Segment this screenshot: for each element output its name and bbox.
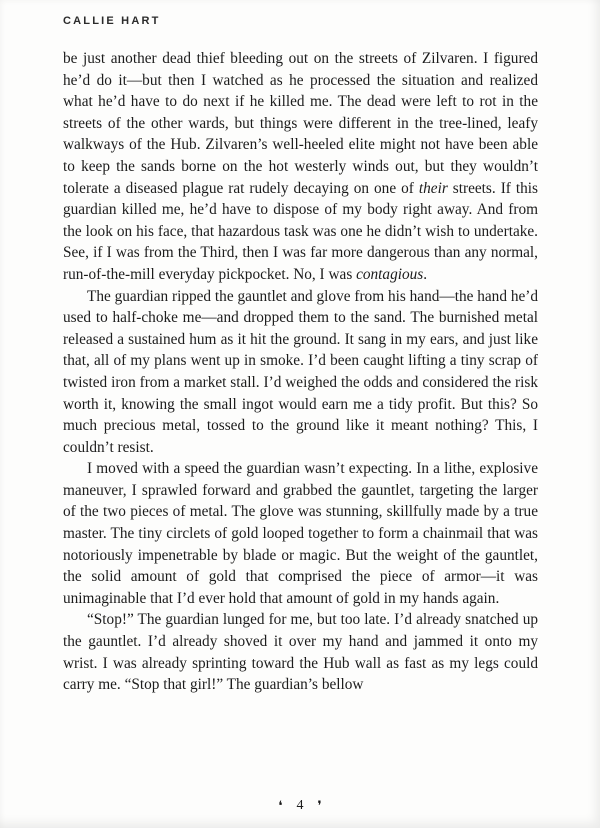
page-body xyxy=(63,48,538,696)
page-number: 4 xyxy=(296,798,304,813)
paragraph: “Stop!” The guardian lunged for me, but too late. I’d already snatched up the gauntlet. I’d already shoved it over my hand and jammed it onto my wrist. I was already sprinting toward the Hub wall as fast as my legs could carry me. “Stop that girl!” The guardian’s bellow xyxy=(63,611,538,694)
footer-ornament-left-icon: ❛ xyxy=(278,799,283,814)
paragraph: be just another dead thief bleeding out on the streets of Zilvaren. I figured he’d do it—but then I watched as he processed the situation and realized what he’d have to do next if he killed me. The dead were left to rot in the streets of the other wards, but things were different in the tree-lined, leafy walkways of the Hub. Zilvaren’s well-heeled elite might not have been able to keep the sands borne on the hot westerly winds out, but they wouldn’t tolerate a diseased plague rat rudely decaying on one of their streets. If this guardian killed me, he’d have to dispose of my body right away. And from the look on his face, that hazardous task was one he didn’t wish to undertake. See, if I was from the Third, then I was far more dangerous than any normal, run-of-the-mill everyday pickpocket. No, I was contagious. xyxy=(63,50,538,283)
author-running-header: CALLIE HART xyxy=(63,15,161,27)
footer-ornament-right-icon: ❜ xyxy=(317,799,322,814)
paragraph: The guardian ripped the gauntlet and glove from his hand—the hand he’d used to half-choke me—and dropped them to the sand. The burnished metal released a sustained hum as it hit the ground. It sang in my ears, and just like that, all of my plans went up in smoke. I’d been caught lifting a tiny scrap of twisted iron from a market stall. I’d weighed the odds and considered the risk worth it, knowing the small ingot would earn me a tidy profit. But this? So much precious metal, tossed to the ground like it meant nothing? This, I couldn’t resist. xyxy=(63,287,538,456)
paragraph: I moved with a speed the guardian wasn’t expecting. In a lithe, explosive maneuver, I sprawled forward and grabbed the gauntlet, targeting the larger of the two pieces of metal. The glove was stunning, skillfully made by a true master. The tiny circlets of gold looped together to form a chainmail that was notoriously impenetrable by blade or magic. But the weight of the gauntlet, the solid amount of gold that comprised the piece of armor—it was unimaginable that I’d ever hold that amount of gold in my hands again. xyxy=(63,460,538,607)
page-footer xyxy=(0,796,600,814)
